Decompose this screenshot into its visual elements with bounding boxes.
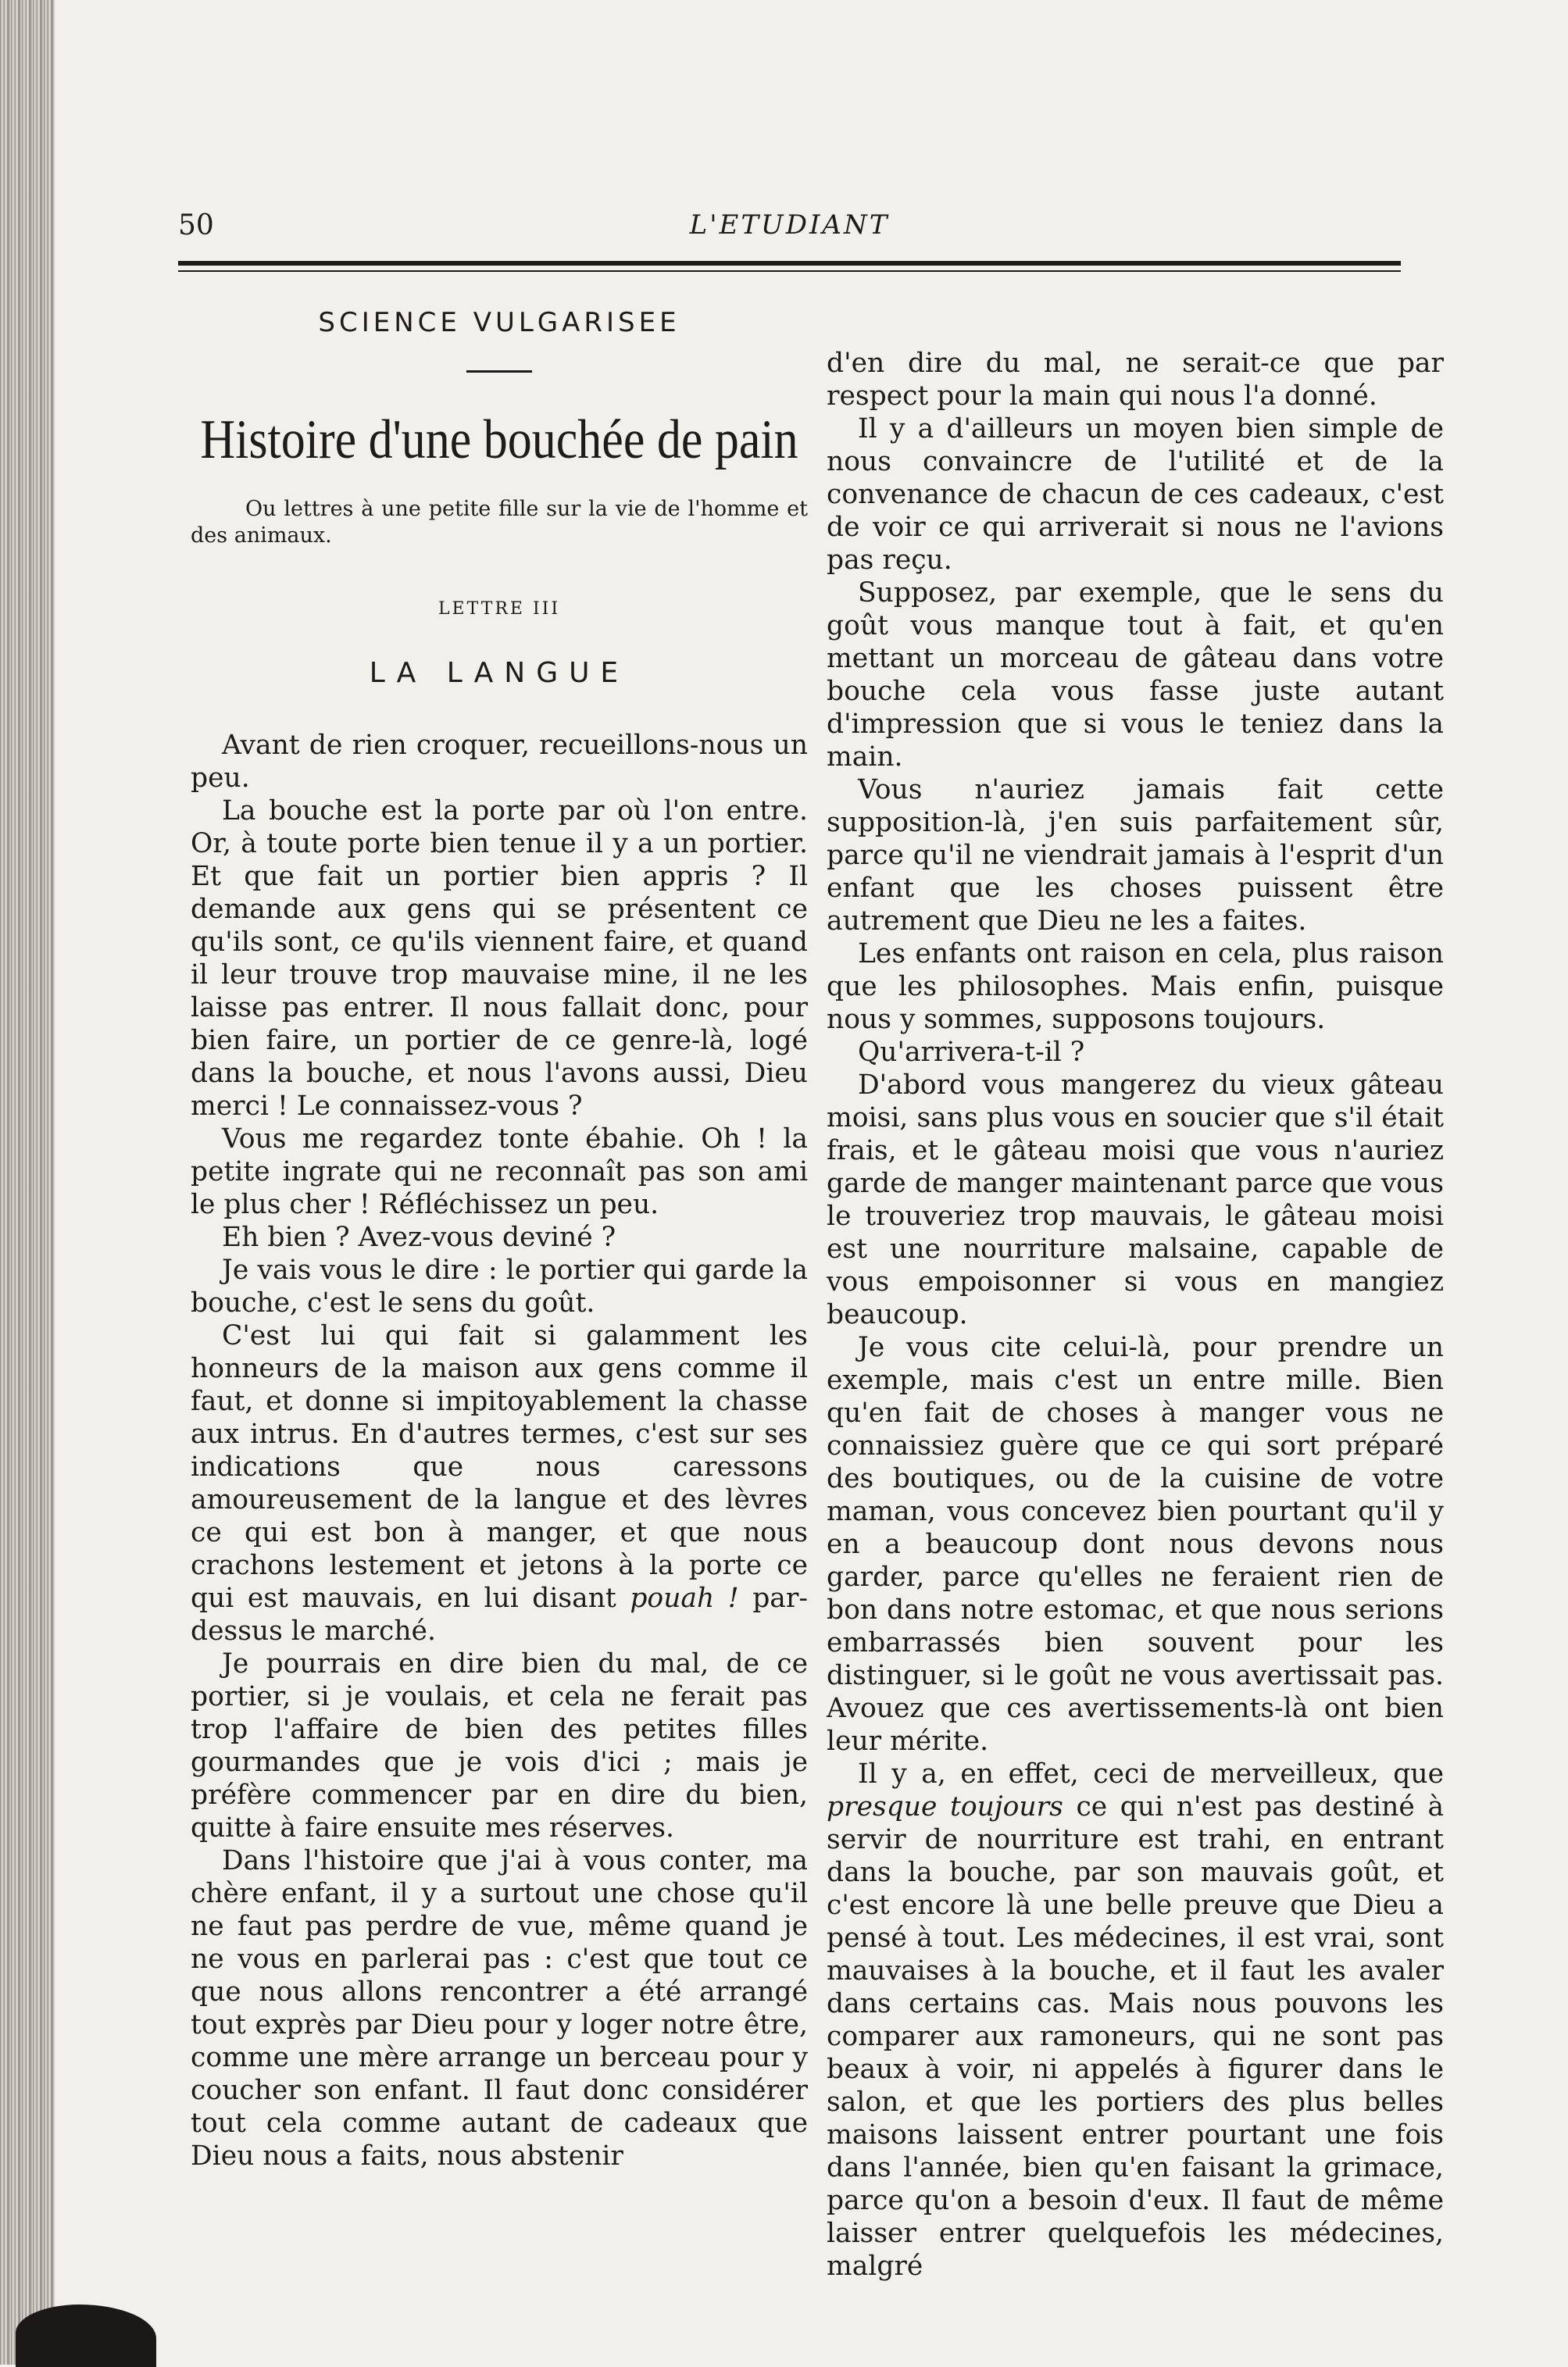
paragraph: Je vais vous le dire : le portier qui garde la bouche, c'est le sens du goût. <box>191 1255 808 1319</box>
right-column <box>827 347 1444 2283</box>
paragraph: Je vous cite celui-là, pour prendre un exemple, mais c'est un entre mille. Bien qu'en fait de choses à manger vous ne connaissiez guère que ce qui sort préparé des boutiques, ou de la cuisine de votre maman, vous concevez bien pourtant qu'il y en a beaucoup dont nous devons nous garder, parce qu'elles ne feraient rien de bon dans notre estomac, et que nous serions embarrassés bien souvent pour les distinguer, si le goût ne vous avertissait pas. Avouez que ces avertissements-là ont bien leur mérite. <box>827 1332 1444 1757</box>
paragraph: Eh bien ? Avez-vous deviné ? <box>222 1222 616 1253</box>
running-title: L'ETUDIANT <box>689 209 890 241</box>
page-header <box>178 209 1401 248</box>
paragraph: Vous n'auriez jamais fait cette supposition-là, j'en suis parfaitement sûr, parce qu'il ne viendrait jamais à l'esprit d'un enfant que les choses puissent être autrement que Dieu ne les a faites. <box>827 774 1444 937</box>
paragraph-text: par-dessus le marché. <box>191 1583 809 1647</box>
paragraph: Qu'arrivera-t-il ? <box>858 1037 1085 1068</box>
ink-blot <box>16 2305 156 2367</box>
paragraph <box>827 1758 1444 2283</box>
header-rule-thin <box>178 270 1401 272</box>
pouah-italic: pouah ! <box>630 1583 739 1614</box>
paragraph: d'en dire du mal, ne serait-ce que par respect pour la main qui nous l'a donné. <box>827 348 1444 412</box>
paragraph: Avant de rien croquer, recueillons-nous un peu. <box>191 730 808 794</box>
letter-title: LA LANGUE <box>369 657 630 689</box>
paragraph: Dans l'histoire que j'ai à vous conter, ma chère enfant, il y a surtout une chose qu'il ne faut pas perdre de vue, même quand je ne vous en parlerai pas : c'est que tout ce que nous allons rencontrer a été arrangé tout exprès par Dieu pour y loger notre être, comme une mère arrange un berceau pour y coucher son enfant. Il faut donc considérer tout cela comme autant de cadeaux que Dieu nous a faits, nous abstenir <box>191 1845 808 2172</box>
section-title: SCIENCE VULGARISEE <box>318 307 680 338</box>
paragraph-text: C'est lui qui fait si galamment les honneurs de la maison aux gens comme il faut, et donne si impitoyablement la chasse aux intrus. En d'autres termes, c'est sur ses indications que nous caressons amoureusement de la langue et des lèvres ce qui est bon à manger, et que nous crachons lestement et jetons à la porte ce qui est mauvais, en lui disant <box>191 1320 808 1614</box>
paragraph: Il y a d'ailleurs un moyen bien simple de nous convaincre de l'utilité et de la convenance de chacun de ces cadeaux, c'est de voir ce qui arriverait si nous ne l'avions pas reçu. <box>827 413 1444 576</box>
presque-italic: presque toujours <box>827 1791 1063 1823</box>
paragraph: La bouche est la porte par où l'on entre. Or, à toute porte bien tenue il y a un portier. Et que fait un portier bien appris ? Il demande aux gens qui se présentent ce qu'ils sont, ce qu'ils viennent faire, et quand il leur trouve trop mauvaise mine, il ne les laisse pas entrer. Il nous fallait donc, pour bien faire, un portier de ce genre-là, logé dans la bouche, et nous l'avons aussi, Dieu merci ! Le connaissez-vous ? <box>191 795 808 1122</box>
paragraph-text: Il y a, en effet, ceci de merveilleux, que <box>858 1758 1444 1790</box>
paragraph: D'abord vous mangerez du vieux gâteau moisi, sans plus vous en soucier que s'il était frais, et le gâteau moisi que vous n'auriez garde de manger maintenant parce que vous le trouveriez trop mauvais, le gâteau moisi est une nourriture malsaine, capable de vous empoisonner si vous en mangiez beaucoup. <box>827 1069 1444 1330</box>
article-subtitle: Ou lettres à une petite fille sur la vie de l'homme et des animaux. <box>191 497 808 548</box>
article-title: Histoire d'une bouchée de pain <box>200 409 798 471</box>
left-column <box>191 306 808 2172</box>
paragraph: Je pourrais en dire bien du mal, de ce portier, si je voulais, et cela ne ferait pas trop l'affaire de bien des petites filles gourmandes que je vois d'ici ; mais je préfère commencer par en dire du bien, quitte à faire ensuite mes réserves. <box>191 1648 808 1844</box>
paragraph: Supposez, par exemple, que le sens du goût vous manque tout à fait, et qu'en mettant un morceau de gâteau dans votre bouche cela vous fasse juste autant d'impression que si vous le teniez dans la main. <box>827 577 1444 773</box>
paragraph <box>191 1319 808 1648</box>
book-spine-edge <box>0 0 55 2365</box>
page-number: 50 <box>178 209 214 241</box>
letter-number: LETTRE III <box>438 599 561 619</box>
paragraph: Vous me regardez tonte ébahie. Oh ! la petite ingrate qui ne reconnaît pas son ami le plus cher ! Réfléchissez un peu. <box>191 1123 808 1220</box>
paragraph: Les enfants ont raison en cela, plus raison que les philosophes. Mais enfin, puisque nous y sommes, supposons toujours. <box>827 938 1444 1035</box>
title-dash <box>466 370 532 373</box>
header-rule <box>178 261 1401 266</box>
paragraph-text: ce qui n'est pas destiné à servir de nourriture est trahi, en entrant dans la bouche, par son mauvais goût, et c'est encore là une belle preuve que Dieu a pensé à tout. Les médecines, il est vrai, sont mauvaises à la bouche, et il faut les avaler dans certains cas. Mais nous pouvons les comparer aux ramoneurs, qui ne sont pas beaux à voir, ni appelés à figurer dans le salon, et que les portiers des plus belles maisons laissent entrer pourtant une fois dans l'année, bien qu'en faisant la grimace, parce qu'on a besoin d'eux. Il faut de même laisser entrer quelquefois les médecines, malgré <box>827 1791 1445 2282</box>
